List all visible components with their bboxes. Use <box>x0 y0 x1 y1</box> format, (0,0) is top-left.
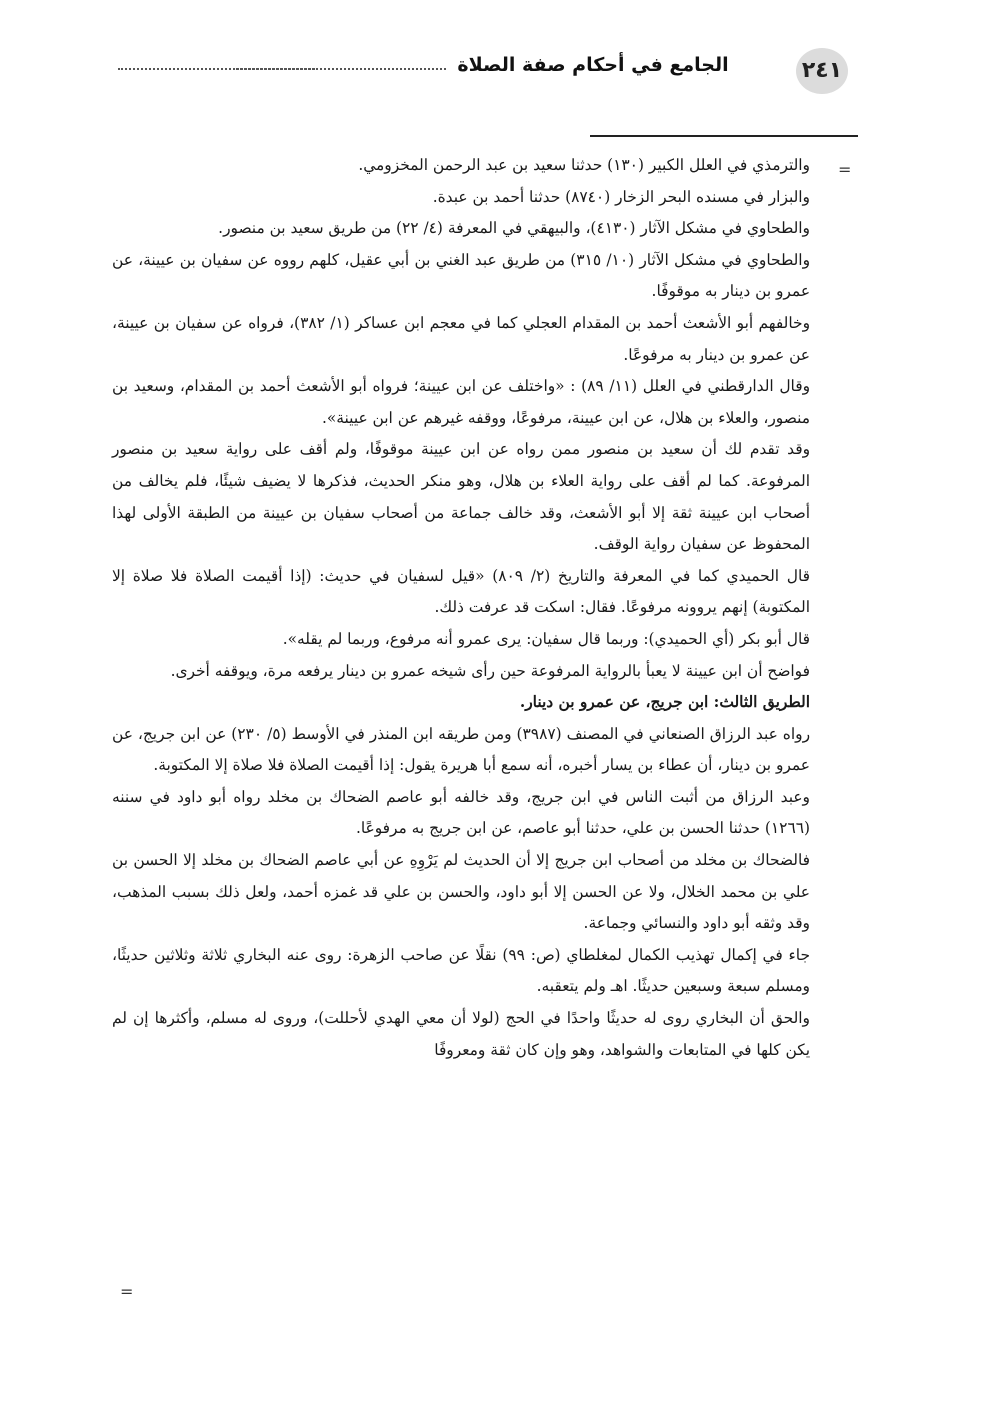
footnote-paragraph-8: قال الحميدي كما في المعرفة والتاريخ (٢/ ٨٠٩) «قيل لسفيان في حديث: (إذا أقيمت الصلاة فلا صلاة إلا المكتوبة) إنهم يروونه مرفوعًا. فقال: اسكت قد عرفت ذلك. <box>112 566 810 617</box>
footnote-paragraph-2: والبزار في مسنده البحر الزخار (٨٧٤٠) حدثنا أحمد بن عبدة. <box>432 187 810 206</box>
footnote-continuation-mark-end: = <box>120 1282 134 1301</box>
footnote-paragraph-3: والطحاوي في مشكل الآثار (٤١٣٠)، والبيهقي في المعرفة (٤/ ٢٢) من طريق سعيد بن منصور. <box>218 219 810 238</box>
footnote-paragraph-4: والطحاوي في مشكل الآثار (١٠/ ٣١٥) من طريق عبد الغني بن أبي عقيل، كلهم رووه عن سفيان بن عيينة، عن عمرو بن دينار به موقوفًا. <box>112 250 810 301</box>
footnote-paragraph-9: قال أبو بكر (أي الحميدي): وربما قال سفيان: يرى عمرو أنه مرفوع، وربما لم يقله». <box>282 629 810 648</box>
footnote-paragraph-14: فالضحاك بن مخلد من أصحاب ابن جريج إلا أن الحديث لم يَرْوِهِ عن أبي عاصم الضحاك بن مخلد إلا الحسن بن علي بن محمد الخلال، ولا عن الحسن إلا أبو داود، والحسن بن علي قد غمزه أحمد، ولعل ذلك بسبب المذهب، وقد وثقه أبو داود والنسائي وجماعة. <box>112 851 810 933</box>
footnote-paragraph-1: والترمذي في العلل الكبير (١٣٠) حدثنا سعيد بن عبد الرحمن المخزومي. <box>358 156 810 174</box>
footnote-paragraph-6: وقال الدارقطني في العلل (١١/ ٨٩) : «واختلف عن ابن عيينة؛ فرواه أبو الأشعث أحمد بن المقدام، وسعيد بن منصور، والعلاء بن هلال، عن ابن عيينة، مرفوعًا، ووقفه غيرهم عن ابن عيينة». <box>112 377 811 427</box>
book-title: الجامع في أحكام صفة الصلاة <box>457 54 729 76</box>
page-number: ٢٤١ <box>796 48 848 94</box>
section-heading-third-path: الطريق الثالث: ابن جريج، عن عمرو بن دينار. <box>519 693 810 712</box>
header-dotted-leader-left <box>236 60 446 70</box>
footnote-paragraph-12: رواه عبد الرزاق الصنعاني في المصنف (٣٩٨٧) ومن طريقه ابن المنذر في الأوسط (٥/ ٢٣٠) عن ابن جريج، عن عمرو بن دينار، أن عطاء بن يسار أخبره، أنه سمع أبا هريرة يقول: إذا أقيمت الصلاة فلا صلاة إلا المكتوبة. <box>112 724 810 775</box>
footnote-paragraph-15: جاء في إكمال تهذيب الكمال لمغلطاي (ص: ٩٩) نقلًا عن صاحب الزهرة: روى عنه البخاري ثلاثة وثلاثين حديثًا، ومسلم سبعة وسبعين حديثًا. اهـ ولم يتعقبه. <box>112 945 810 996</box>
page-header <box>108 42 848 98</box>
footnote-paragraph-16: والحق أن البخاري روى له حديثًا واحدًا في الحج (لولا أن معي الهدي لأحللت)، وروى له مسلم، وأكثرها إن لم يكن كلها في المتابعات والشواهد، وهو وإن كان ثقة ومعروفًا <box>112 1009 810 1059</box>
footnote-separator-rule <box>590 135 858 137</box>
footnote-paragraph-10: فواضح أن ابن عيينة لا يعبأ بالرواية المرفوعة حين رأى شيخه عمرو بن دينار يرفعه مرة، ويوقفه أخرى. <box>170 661 810 680</box>
footnote-continuation-mark-start: = <box>838 160 852 179</box>
footnote-paragraph-5: وخالفهم أبو الأشعث أحمد بن المقدام العجلي كما في معجم ابن عساكر (١/ ٣٨٢)، فرواه عن سفيان بن عيينة، عن عمرو بن دينار به مرفوعًا. <box>112 313 811 364</box>
footnote-paragraph-13: وعبد الرزاق من أثبت الناس في ابن جريج، وقد خالفه أبو عاصم الضحاك بن مخلد رواه أبو داود في سننه (١٢٦٦) حدثنا الحسن بن علي، حدثنا أبو عاصم، عن ابن جريج به مرفوعًا. <box>112 787 810 838</box>
footnote-body <box>112 150 810 1066</box>
footnote-paragraph-7: وقد تقدم لك أن سعيد بن منصور ممن رواه عن ابن عيينة موقوفًا، ولم أقف على رواية سعيد بن منصور المرفوعة. كما لم أقف على رواية العلاء بن هلال، وهو منكر الحديث، فذكرها لا يضيف شيئًا، فلم يخالف من أصحاب ابن عيينة ثقة إلا أبو الأشعث، وقد خالف جماعة من أصحاب سفيان بن عيينة من الطبقة الأولى لهذا المحفوظ عن سفيان رواية الوقف. <box>112 440 810 554</box>
